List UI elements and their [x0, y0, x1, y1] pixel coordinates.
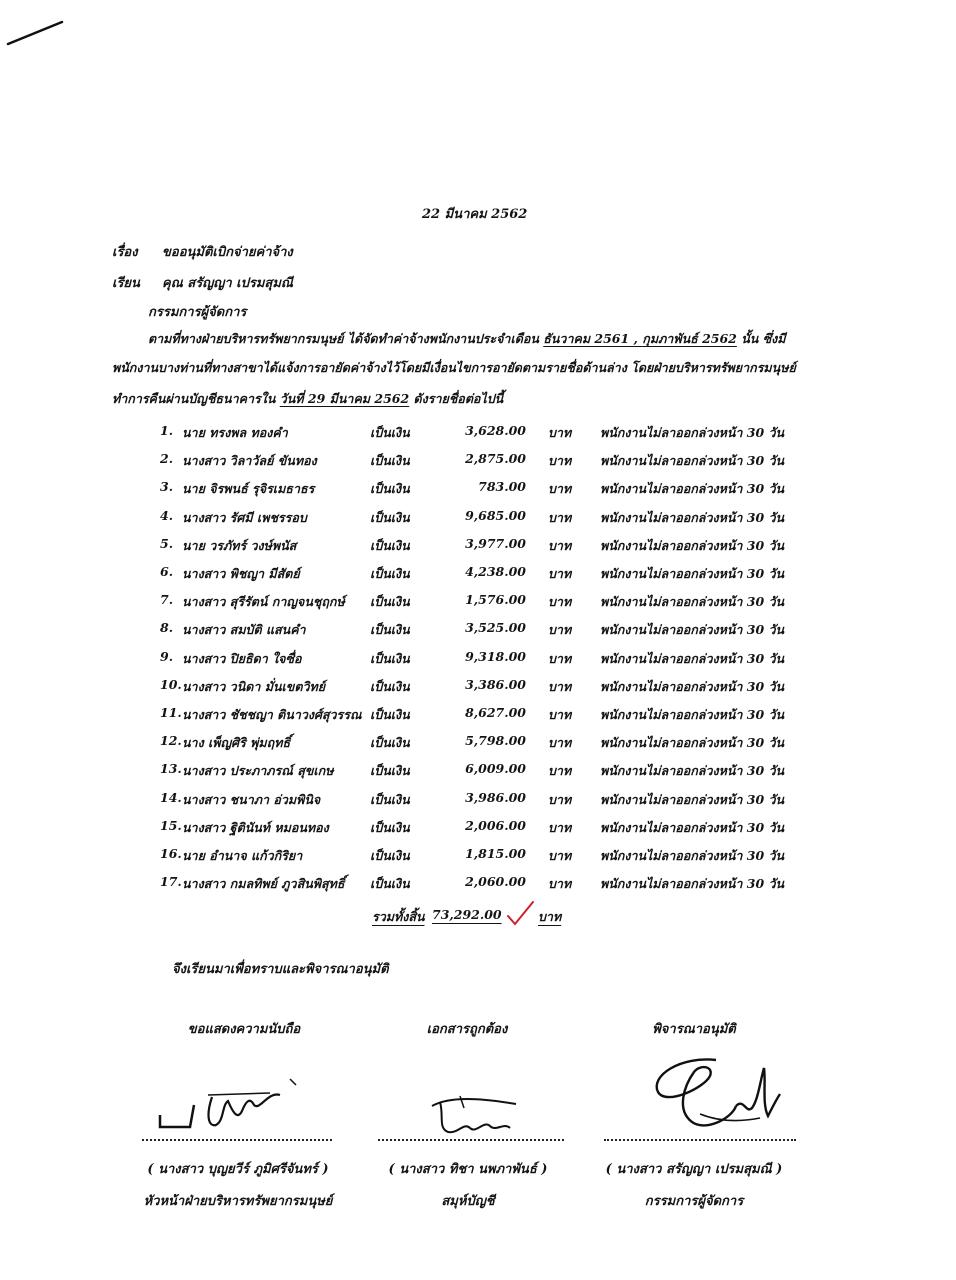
- amount-value: 1,815.00: [465, 846, 526, 861]
- amount-unit: บาท: [548, 566, 572, 581]
- item-note: พนักงานไม่ลาออกล่วงหน้า 30 วัน: [600, 679, 785, 694]
- item-number: 13.: [160, 761, 182, 776]
- item-note: พนักงานไม่ลาออกล่วงหน้า 30 วัน: [600, 566, 785, 581]
- amount-value: 8,627.00: [465, 705, 526, 720]
- item-note: พนักงานไม่ลาออกล่วงหน้า 30 วัน: [600, 876, 785, 891]
- subject-text: ขออนุมัติเบิกจ่ายค่าจ้าง: [162, 245, 293, 260]
- employee-name: นางสาว สุรีรัตน์ กาญจนชุฤกษ์: [182, 594, 345, 609]
- paragraph-3-date: วันที่ 29 มีนาคม 2562: [279, 391, 410, 406]
- item-number: 6.: [160, 564, 174, 579]
- item-number: 3.: [160, 479, 174, 494]
- item-note: พนักงานไม่ลาออกล่วงหน้า 30 วัน: [600, 792, 785, 807]
- item-note: พนักงานไม่ลาออกล่วงหน้า 30 วัน: [600, 425, 785, 440]
- employee-name: นางสาว ฐิตินันท์ หมอนทอง: [182, 820, 329, 835]
- list-item: [160, 508, 860, 534]
- amount-unit: บาท: [548, 651, 572, 666]
- item-number: 11.: [160, 705, 182, 720]
- amount-label: เป็นเงิน: [370, 735, 410, 750]
- paragraph-3-start: ทำการคืนผ่านบัญชีธนาคารใน: [112, 391, 276, 406]
- closing-sentence: จึงเรียนมาเพื่อทราบและพิจารณาอนุมัติ: [172, 962, 389, 977]
- employee-name: นางสาว วนิดา มั่นเขตวิทย์: [182, 679, 326, 694]
- amount-value: 2,006.00: [465, 818, 526, 833]
- employee-name: นาย วรภัทร์ วงษ์พนัส: [182, 538, 297, 553]
- amount-label: เป็นเงิน: [370, 481, 410, 496]
- item-number: 1.: [160, 423, 174, 438]
- employee-name: นาง เพ็ญศิริ พุ่มฤทธิ์: [182, 735, 291, 750]
- amount-value: 9,685.00: [465, 508, 526, 523]
- item-number: 15.: [160, 818, 182, 833]
- amount-value: 2,875.00: [465, 451, 526, 466]
- item-note: พนักงานไม่ลาออกล่วงหน้า 30 วัน: [600, 622, 785, 637]
- amount-label: เป็นเงิน: [370, 679, 410, 694]
- list-item: [160, 620, 860, 646]
- signature-heading-1: ขอแสดงความนับถือ: [187, 1022, 301, 1037]
- list-item: [160, 451, 860, 477]
- amount-unit: บาท: [548, 510, 572, 525]
- employee-name: นางสาว สมบัติ แสนคำ: [182, 622, 306, 637]
- list-item: [160, 818, 860, 844]
- amount-value: 6,009.00: [465, 761, 526, 776]
- signer-name-1: ( นางสาว บุญยวีร์ ภูมิศรีจันทร์ ): [147, 1162, 329, 1177]
- signer-name-2: ( นางสาว ทิชา นพภาพันธ์ ): [388, 1162, 548, 1177]
- item-note: พนักงานไม่ลาออกล่วงหน้า 30 วัน: [600, 735, 785, 750]
- amount-unit: บาท: [548, 820, 572, 835]
- signature-line-1: [142, 1139, 332, 1141]
- signer-title-2: สมุห์บัญชี: [441, 1194, 495, 1209]
- amount-label: เป็นเงิน: [370, 538, 410, 553]
- employee-name: นาย ทรงพล ทองคำ: [182, 425, 288, 440]
- signature-line-3: [604, 1139, 796, 1141]
- amount-label: เป็นเงิน: [370, 453, 410, 468]
- item-note: พนักงานไม่ลาออกล่วงหน้า 30 วัน: [600, 848, 785, 863]
- signer-title-1: หัวหน้าฝ่ายบริหารทรัพยากรมนุษย์: [143, 1194, 333, 1209]
- amount-unit: บาท: [548, 735, 572, 750]
- paragraph-line-1: [148, 329, 786, 349]
- item-number: 8.: [160, 620, 174, 635]
- amount-label: เป็นเงิน: [370, 763, 410, 778]
- amount-unit: บาท: [548, 848, 572, 863]
- amount-value: 4,238.00: [465, 564, 526, 579]
- amount-label: เป็นเงิน: [370, 848, 410, 863]
- item-number: 7.: [160, 592, 174, 607]
- item-number: 2.: [160, 451, 174, 466]
- recipient-name: คุณ สรัญญา เปรมสุมณี: [162, 276, 293, 291]
- item-number: 9.: [160, 649, 174, 664]
- amount-unit: บาท: [548, 622, 572, 637]
- employee-name: นางสาว พิชญา มีสัตย์: [182, 566, 300, 581]
- paragraph-line-3: [112, 389, 503, 409]
- signer-name-3: ( นางสาว สรัญญา เปรมสุมณี ): [605, 1162, 783, 1177]
- signature-line-2: [378, 1139, 564, 1141]
- amount-value: 5,798.00: [465, 733, 526, 748]
- amount-unit: บาท: [548, 453, 572, 468]
- list-item: [160, 874, 860, 900]
- total-unit: บาท: [538, 909, 562, 924]
- item-note: พนักงานไม่ลาออกล่วงหน้า 30 วัน: [600, 763, 785, 778]
- handwritten-signature-3: [640, 1052, 790, 1142]
- item-number: 12.: [160, 733, 182, 748]
- list-item: [160, 423, 860, 449]
- recipient-position: กรรมการผู้จัดการ: [148, 305, 247, 320]
- employee-name: นางสาว กมลทิพย์ ภูวสินพิสุทธิ์: [182, 876, 345, 891]
- amount-value: 783.00: [478, 479, 526, 494]
- paragraph-3-end: ดังรายชื่อต่อไปนี้: [413, 391, 504, 406]
- item-note: พนักงานไม่ลาออกล่วงหน้า 30 วัน: [600, 538, 785, 553]
- letter-date: 22 มีนาคม 2562: [422, 207, 528, 222]
- item-number: 4.: [160, 508, 174, 523]
- employee-name: นางสาว ปิยธิดา ใจซื่อ: [182, 651, 302, 666]
- item-note: พนักงานไม่ลาออกล่วงหน้า 30 วัน: [600, 707, 785, 722]
- amount-value: 3,977.00: [465, 536, 526, 551]
- amount-value: 3,525.00: [465, 620, 526, 635]
- amount-unit: บาท: [548, 425, 572, 440]
- item-note: พนักงานไม่ลาออกล่วงหน้า 30 วัน: [600, 594, 785, 609]
- signer-title-3: กรรมการผู้จัดการ: [644, 1194, 744, 1209]
- amount-label: เป็นเงิน: [370, 510, 410, 525]
- list-item: [160, 564, 860, 590]
- list-item: [160, 677, 860, 703]
- item-number: 17.: [160, 874, 182, 889]
- total-label: รวมทั้งสิ้น: [372, 909, 425, 924]
- employee-name: นางสาว ชนาภา อ่วมพินิจ: [182, 792, 321, 807]
- paragraph-line-2: พนักงานบางท่านที่ทางสาขาได้แจ้งการอายัดค่าจ้างไว้โดยมีเงื่อนไขการอายัดตามรายชื่อด้านล่าง โดยฝ่ายบริหารทรัพยากรมนุษย์: [112, 360, 796, 375]
- item-number: 5.: [160, 536, 174, 551]
- amount-label: เป็นเงิน: [370, 651, 410, 666]
- paragraph-1-start: ตามที่ทางฝ่ายบริหารทรัพยากรมนุษย์ ได้จัดทำค่าจ้างพนักงานประจำเดือน: [148, 331, 539, 346]
- list-item: [160, 705, 860, 731]
- amount-label: เป็นเงิน: [370, 820, 410, 835]
- handwritten-signature-2: [420, 1092, 530, 1142]
- amount-label: เป็นเงิน: [370, 594, 410, 609]
- item-note: พนักงานไม่ลาออกล่วงหน้า 30 วัน: [600, 453, 785, 468]
- list-item: [160, 536, 860, 562]
- total-amount: 73,292.00: [432, 907, 502, 922]
- list-item: [160, 846, 860, 872]
- amount-label: เป็นเงิน: [370, 622, 410, 637]
- list-item: [160, 790, 860, 816]
- list-item: [160, 761, 860, 787]
- item-note: พนักงานไม่ลาออกล่วงหน้า 30 วัน: [600, 820, 785, 835]
- list-item: [160, 479, 860, 505]
- amount-unit: บาท: [548, 594, 572, 609]
- employee-name: นางสาว ชัชชญา ตินาวงศ์สุวรรณ: [182, 707, 362, 722]
- item-note: พนักงานไม่ลาออกล่วงหน้า 30 วัน: [600, 510, 785, 525]
- item-number: 16.: [160, 846, 182, 861]
- list-item: [160, 592, 860, 618]
- employee-name: นาย อำนาจ แก้วกิริยา: [182, 848, 303, 863]
- amount-value: 3,386.00: [465, 677, 526, 692]
- check-mark-icon: [506, 900, 536, 926]
- amount-label: เป็นเงิน: [370, 792, 410, 807]
- amount-value: 9,318.00: [465, 649, 526, 664]
- amount-unit: บาท: [548, 876, 572, 891]
- amount-value: 2,060.00: [465, 874, 526, 889]
- pen-stroke-mark: [0, 0, 956, 80]
- amount-label: เป็นเงิน: [370, 707, 410, 722]
- item-note: พนักงานไม่ลาออกล่วงหน้า 30 วัน: [600, 651, 785, 666]
- amount-unit: บาท: [548, 481, 572, 496]
- amount-unit: บาท: [548, 763, 572, 778]
- employee-name: นางสาว ประภาภรณ์ สุขเกษ: [182, 763, 334, 778]
- amount-unit: บาท: [548, 538, 572, 553]
- paragraph-1-months: ธันวาคม 2561 , กุมภาพันธ์ 2562: [543, 331, 737, 346]
- recipient-label: เรียน: [112, 276, 140, 291]
- paragraph-1-end: นั้น ซึ่งมี: [741, 331, 786, 346]
- amount-label: เป็นเงิน: [370, 566, 410, 581]
- item-number: 14.: [160, 790, 182, 805]
- item-note: พนักงานไม่ลาออกล่วงหน้า 30 วัน: [600, 481, 785, 496]
- subject-label: เรื่อง: [112, 245, 138, 260]
- list-item: [160, 649, 860, 675]
- amount-label: เป็นเงิน: [370, 876, 410, 891]
- amount-value: 3,986.00: [465, 790, 526, 805]
- employee-name: นางสาว รัศมี เพชรรอบ: [182, 510, 307, 525]
- amount-value: 1,576.00: [465, 592, 526, 607]
- amount-unit: บาท: [548, 792, 572, 807]
- amount-unit: บาท: [548, 707, 572, 722]
- employee-name: นางสาว วิลาวัลย์ ขันทอง: [182, 453, 317, 468]
- amount-unit: บาท: [548, 679, 572, 694]
- signature-heading-2: เอกสารถูกต้อง: [426, 1022, 508, 1037]
- signature-heading-3: พิจารณาอนุมัติ: [652, 1022, 736, 1037]
- list-item: [160, 733, 860, 759]
- amount-label: เป็นเงิน: [370, 425, 410, 440]
- handwritten-signature-1: [150, 1075, 310, 1135]
- employee-name: นาย จิรพนธ์ รุจิรเมธาธร: [182, 481, 315, 496]
- amount-value: 3,628.00: [465, 423, 526, 438]
- item-number: 10.: [160, 677, 182, 692]
